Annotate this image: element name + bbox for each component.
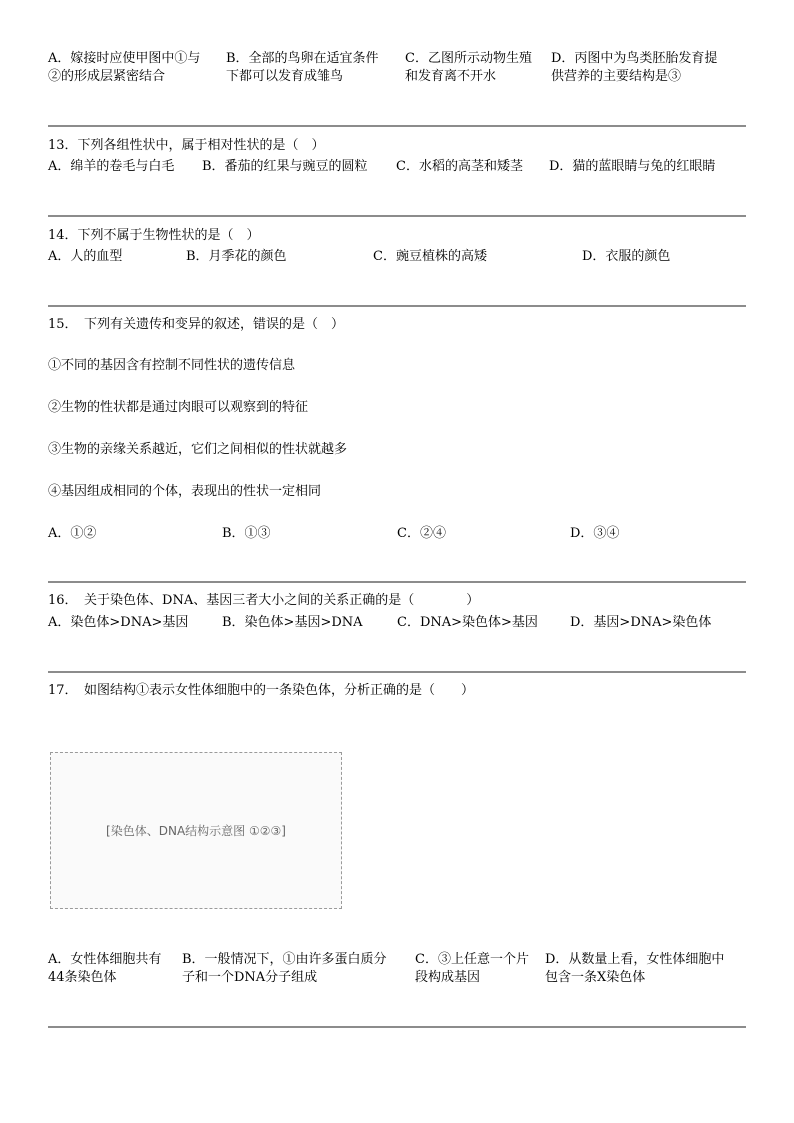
q12-option-d[interactable]: D．丙图中为鸟类胚胎发育提 供营养的主要结构是③ xyxy=(551,51,718,84)
q16-stem: 16． 关于染色体、DNA、基因三者大小之间的关系正确的是（ ） xyxy=(48,593,480,608)
q13-stem: 13．下列各组性状中，属于相对性状的是（ ） xyxy=(48,138,325,153)
divider xyxy=(48,1026,746,1028)
q12-option-c[interactable]: C．乙图所示动物生殖 和发育离不开水 xyxy=(405,51,532,84)
divider xyxy=(48,215,746,217)
q12-option-b[interactable]: B．全部的鸟卵在适宜条件 下都可以发育成雏鸟 xyxy=(226,51,379,84)
q15-statement-4: ④基因组成相同的个体，表现出的性状一定相同 xyxy=(48,484,322,499)
q13-option-b[interactable]: B．番茄的红果与豌豆的圆粒 xyxy=(202,159,368,174)
q12-option-a[interactable]: A．嫁接时应使甲图中①与 ②的形成层紧密结合 xyxy=(48,51,201,84)
divider xyxy=(48,125,746,127)
q14-stem: 14．下列不属于生物性状的是（ ） xyxy=(48,228,260,243)
q13-option-d[interactable]: D．猫的蓝眼睛与兔的红眼睛 xyxy=(549,159,716,174)
q17-stem: 17． 如图结构①表示女性体细胞中的一条染色体，分析正确的是（ ） xyxy=(48,683,475,698)
q14-option-d[interactable]: D．衣服的颜色 xyxy=(582,249,671,264)
q17-option-c[interactable]: C．③上任意一个片 段构成基因 xyxy=(415,952,529,985)
q15-statement-3: ③生物的亲缘关系越近，它们之间相似的性状就越多 xyxy=(48,442,348,457)
q17-option-d[interactable]: D．从数量上看，女性体细胞中 包含一条X染色体 xyxy=(545,952,725,985)
q14-option-c[interactable]: C．豌豆植株的高矮 xyxy=(373,249,487,264)
q17-option-a[interactable]: A．女性体细胞共有 44条染色体 xyxy=(48,952,162,985)
figure-placeholder-label: [染色体、DNA结构示意图 ①②③] xyxy=(106,824,286,838)
q14-option-b[interactable]: B．月季花的颜色 xyxy=(186,249,287,264)
q16-option-d[interactable]: D．基因>DNA>染色体 xyxy=(570,615,712,630)
divider xyxy=(48,671,746,673)
q15-option-c[interactable]: C．②④ xyxy=(397,526,446,541)
q16-option-a[interactable]: A．染色体>DNA>基因 xyxy=(48,615,189,630)
q13-option-a[interactable]: A．绵羊的卷毛与白毛 xyxy=(48,159,175,174)
q14-option-a[interactable]: A．人的血型 xyxy=(48,249,123,264)
q13-option-c[interactable]: C．水稻的高茎和矮茎 xyxy=(396,159,523,174)
q15-statement-1: ①不同的基因含有控制不同性状的遗传信息 xyxy=(48,358,296,373)
q15-statement-2: ②生物的性状都是通过肉眼可以观察到的特征 xyxy=(48,400,309,415)
q15-stem: 15． 下列有关遗传和变异的叙述，错误的是（ ） xyxy=(48,317,345,332)
q16-option-c[interactable]: C．DNA>染色体>基因 xyxy=(397,615,538,630)
q15-option-d[interactable]: D．③④ xyxy=(570,526,620,541)
chromosome-dna-figure xyxy=(50,752,342,909)
q16-option-b[interactable]: B．染色体>基因>DNA xyxy=(222,615,363,630)
q15-option-a[interactable]: A．①② xyxy=(48,526,97,541)
q15-option-b[interactable]: B．①③ xyxy=(222,526,271,541)
q17-option-b[interactable]: B．一般情况下，①由许多蛋白质分 子和一个DNA分子组成 xyxy=(182,952,387,985)
divider xyxy=(48,581,746,583)
divider xyxy=(48,305,746,307)
